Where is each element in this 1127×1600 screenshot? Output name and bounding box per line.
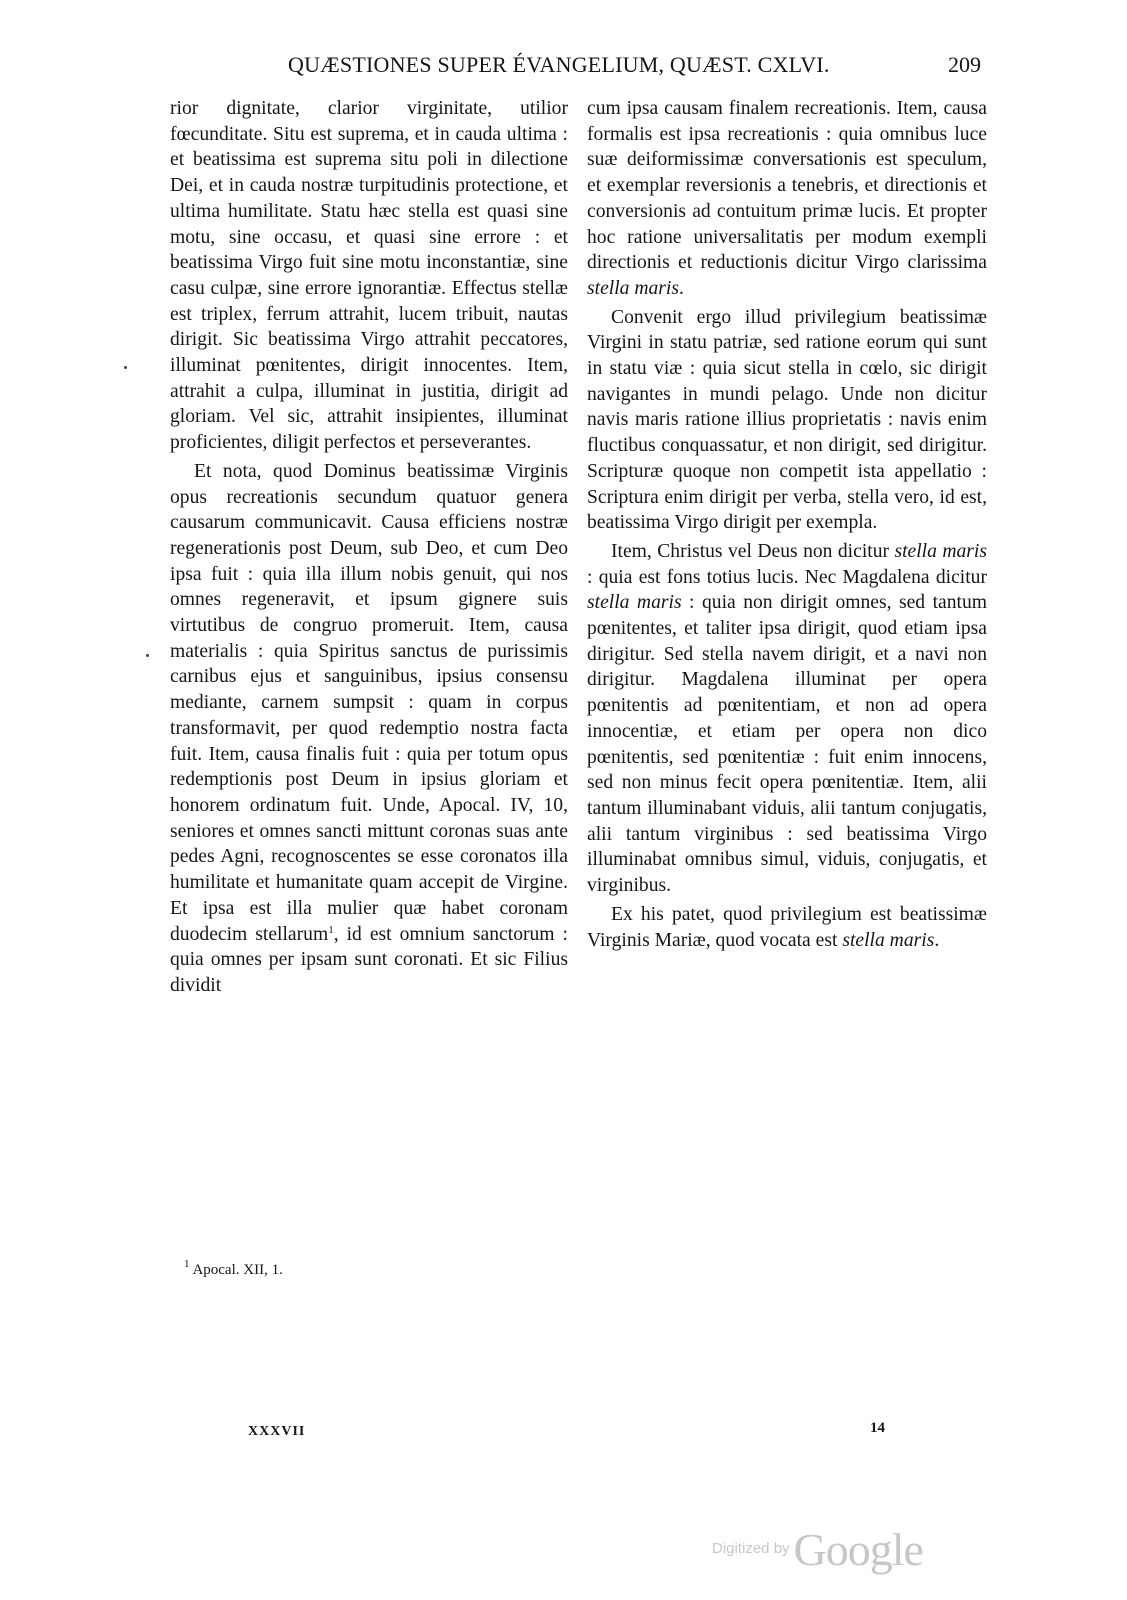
margin-dot — [124, 366, 127, 369]
stella-maris-phrase: stella maris — [587, 592, 682, 614]
right-paragraph-3-a: Item, Christus vel Deus non dicitur — [611, 540, 895, 562]
left-paragraph-2-tail: , id est omnium sanctorum : quia omnes per ipsam sunt coronati. Et sic Filius dividit — [170, 923, 568, 996]
running-title: QUÆSTIONES SUPER ÉVANGELIUM, QUÆST. CXLVI. — [288, 52, 830, 77]
stella-maris-phrase: stella maris — [587, 277, 679, 299]
footnote-reference: 1 — [328, 923, 334, 936]
watermark-prefix: Digitized by — [712, 1540, 790, 1557]
google-logo: Google — [793, 1524, 923, 1575]
stella-maris-phrase: stella maris — [842, 929, 935, 951]
right-paragraph-1-end: . — [679, 277, 684, 299]
right-paragraph-4-end: . — [934, 929, 940, 951]
margin-dot — [146, 654, 149, 657]
right-paragraph-2: Convenit ergo illud privilegium beatissimæ Virgini in statu patriæ, sed ratione eorum qui sunt in statu viæ : quia sicut stella in cœlo, sic dirigit navigantes in mundi pelago. Unde non dicitur navis maris ratione illius proprietatis : navis enim fluctibus conquassatur, et non dirigit, sed dirigitur. Scripturæ quoque non competit ista appellatio : Scriptura enim dirigit per verba, stella vero, id est, beatissima Virgo dirigit per exempla. — [587, 306, 987, 534]
left-paragraph-2-text: Et nota, quod Dominus beatissimæ Virginis opus recreationis secundum quatuor genera causarum communicavit. Causa efficiens nostræ regenerationis post Deum, sub Deo, et cum Deo ipsa fuit : quia illa illum nobis genuit, qui nos omnes regeneravit, et ipsum gignere suis virtutibus de congruo promeruit. Item, causa materialis : quia Spiritus sanctus de purissimis carnibus ejus et sanguinibus, ipsius consensu mediante, carnem sumpsit : quam in corpus transformavit, per quod redemptio nostra facta fuit. Item, causa finalis fuit : quia per totum opus redemptionis post Deum in ipsius gloriam et honorem ordinatum fuit. Unde, Apocal. IV, 10, seniores et omnes sancti mittunt coronas suas ante pedes Agni, recognoscentes se esse coronatos illa humilitate et humanitate quam accepit de Virgine. Et ipsa est illa mulier quæ habet coronam duodecim stellarum — [170, 460, 568, 945]
footnote-marker: 1 — [184, 1258, 190, 1270]
right-paragraph-3-c: : quia non dirigit omnes, sed tantum pœnitentes, et taliter ipsa dirigit, quod etiam ipsa dirigitur. Sed stella navem dirigit, et a navi non dirigitur. Magdalena illuminat per opera pœnitentis ad pœnitentiam, et non ad opera innocentiæ, et etiam per opera non dico pœnitentis, sed pœnitentiæ : fuit enim innocens, sed non minus fecit opera pœnitentiæ. Item, alii tantum illuminabant viduis, alii tantum conjugatis, alii tantum virginibus : sed beatissima Virgo illuminabat omnibus simul, viduis, conjugatis, et virginibus. — [587, 592, 987, 897]
page-number: 209 — [948, 52, 981, 77]
page-header — [0, 52, 1127, 86]
right-paragraph-3 — [587, 539, 987, 899]
right-paragraph-4-a: Ex his patet, quod privilegium est beatissimæ Virginis Mariæ, quod vocata est — [587, 903, 987, 951]
right-paragraph-3-b: : quia est fons totius lucis. Nec Magdalena dicitur — [587, 566, 987, 588]
footnote — [184, 1258, 283, 1279]
left-column — [170, 96, 568, 999]
left-paragraph-1: rior dignitate, clarior virginitate, utilior fœcunditate. Situ est suprema, et in cauda ultima : et beatissima est suprema situ poli in dilectione Dei, et in cauda nostræ turpitudinis protectione, et ultima humilitate. Statu hæc stella est quasi sine motu, sine occasu, et quasi sine errore : et beatissima Virgo fuit sine motu inconstantiæ, sine casu culpæ, sine errore ignorantiæ. Effectus stellæ est triplex, ferrum attrahit, lucem tribuit, nautas dirigit. Sic beatissima Virgo attrahit peccatores, illuminat pœnitentes, dirigit innocentes. Item, attrahit a culpa, illuminat in justitia, dirigit ad gloriam. Vel sic, attrahit insipientes, illuminat proficientes, diligit perfectos et perseverantes. — [170, 98, 568, 454]
right-paragraph-1-text: cum ipsa causam finalem recreationis. Item, causa formalis est ipsa recreationis : quia omnibus luce suæ deiformissimæ conversationis est speculum, et exemplar reversionis a tenebris, et directionis et conversionis ad contuitum primæ lucis. Et propter hoc ratione universalitatis per modum exempli directionis et reductionis dicitur Virgo clarissima — [587, 98, 987, 274]
right-paragraph-4 — [587, 902, 987, 953]
right-paragraph-1 — [587, 96, 987, 302]
stella-maris-phrase: stella maris — [894, 540, 987, 562]
signature-mark: XXXVII — [248, 1424, 306, 1439]
footnote-text: Apocal. XII, 1. — [192, 1262, 283, 1278]
digitization-watermark — [712, 1523, 923, 1583]
left-paragraph-2 — [170, 459, 568, 999]
right-column — [587, 96, 987, 953]
gathering-number: 14 — [870, 1420, 885, 1436]
